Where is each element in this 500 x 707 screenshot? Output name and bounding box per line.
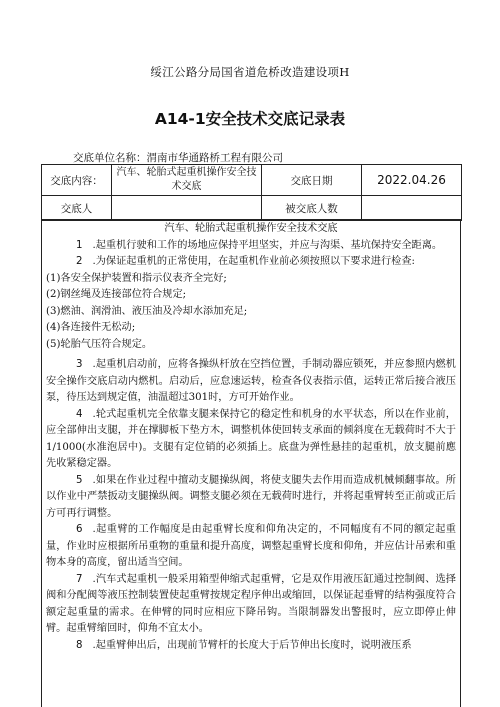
item-text: .起重臂伸出后，出现前节臂杆的长度大于后节伸出长度时，说明液压系 bbox=[92, 639, 412, 651]
item-number: 1 bbox=[76, 239, 83, 251]
item-text: .起重机行驶和工作的场地应保持平坦坚实，并应与沟渠、基坑保持安全距离。 bbox=[92, 239, 443, 251]
item-text: .轮式起重机完全依靠支腿来保持它的稳定性和机身的水平状态，所以在作业前，应全部伸出支腿，并在撑脚板下垫方木，调整机体使回转支承面的倾斜度在无载荷时不大于1/1000(水准泡居中)。支腿有定位销的必须插上。底盘为弹性悬挂的起重机，放支腿前應先收紧稳定器。 bbox=[46, 408, 456, 469]
project-title: 绥江公路分局国省道危桥改造建设项H bbox=[150, 65, 350, 79]
giver-value bbox=[112, 196, 262, 221]
item-5 bbox=[46, 473, 456, 523]
info-table bbox=[41, 164, 462, 221]
item-3 bbox=[46, 357, 456, 407]
item-number: 8 bbox=[76, 639, 83, 651]
unit-line bbox=[73, 150, 283, 165]
item-number: 5 bbox=[76, 474, 83, 486]
item-number: 2 bbox=[76, 256, 83, 267]
item-text: .如果在作业过程中擅动支腿操纵阀，将使支腿失去作用而造成机械倾翻事故。所以作业中严禁扳动支腿操纵阀。调整支腿必须在无载荷时进行，并将起重臂转至正前或正后方可再行调整。 bbox=[46, 474, 456, 519]
item-text: .起重臂的工作幅度是由起重臂长度和仰角决定的，不同幅度有不同的额定起重量，作业时应根据所吊重物的重量和提升高度，调整起重臂长度和仰角，并应估计吊索和重物本身的高度，留出适当空间。 bbox=[46, 524, 456, 568]
item-1 bbox=[46, 238, 456, 255]
date-value: 2022.04.26 bbox=[362, 165, 462, 196]
item-text: .起重机启动前，应将各操纵杆放在空挡位置，手制动器应锁死，并应参照内燃机安全操作交底启动内燃机。启动后，应怠速运转，检查各仪表指示值，运转正常后接合液压泵，待压达到规定值，油温超过301时，方可开始作业。 bbox=[46, 359, 456, 403]
item-6 bbox=[46, 522, 456, 572]
sub-item-5: (5)轮胎气压符合规定。 bbox=[46, 338, 153, 350]
item-text: .为保证起重机的正常使用，在起重机作业前必须按照以下要求进行检查: bbox=[92, 256, 415, 267]
sub-item-3: (3)燃油、润滑油、液压油及冷却水添加充足; bbox=[46, 305, 248, 317]
item-number: 3 bbox=[76, 359, 83, 370]
content-value: 汽车、轮胎式起重机操作安全技术交底 bbox=[112, 165, 262, 196]
content-box bbox=[41, 219, 461, 707]
item-4 bbox=[46, 407, 456, 473]
item-7 bbox=[46, 572, 456, 638]
document-title: A14-1安全技术交底记录表 bbox=[154, 110, 346, 128]
sub-item-2: (2)钢丝绳及连接部位符合规定; bbox=[46, 289, 187, 300]
item-2 bbox=[46, 254, 456, 271]
item-number: 7 bbox=[76, 573, 83, 585]
unit-value: 渭南市华通路桥工程有限公司 bbox=[146, 152, 283, 164]
content-label: 交底内容： bbox=[42, 165, 112, 196]
content-heading: 汽车、轮胎式起重机操作安全技术交底 bbox=[164, 223, 338, 234]
giver-label: 交底人 bbox=[42, 196, 112, 221]
item-text: .汽车式起重机一般采用箱型伸缩式起重臂，它是双作用液压缸通过控制阀、选择阀和分配阀等液压控制装置使起重臂按规定程序伸出或缩回，以保证起垂臂的结构强度符合额定起重量的需求。在伸臂的同时应相应下降吊钩。当限制器发出警报时，应立即停止伸臂。起重臂缩回时，仰角不宜太小。 bbox=[46, 573, 456, 634]
unit-label: 交底单位名称： bbox=[73, 152, 147, 164]
sub-item-1: (1)各安全保护装置和指示仪表齐全完好; bbox=[46, 272, 227, 284]
sub-item-4: (4)各连接件无松动; bbox=[46, 322, 136, 333]
item-8 bbox=[46, 638, 456, 655]
item-number: 4 bbox=[76, 408, 83, 420]
info-row-content bbox=[42, 165, 462, 196]
item-number: 6 bbox=[76, 524, 83, 535]
receivers-label: 被交底人数 bbox=[262, 196, 362, 221]
info-row-people bbox=[42, 196, 462, 221]
receivers-value bbox=[362, 196, 462, 221]
date-label: 交底日期 bbox=[262, 165, 362, 196]
